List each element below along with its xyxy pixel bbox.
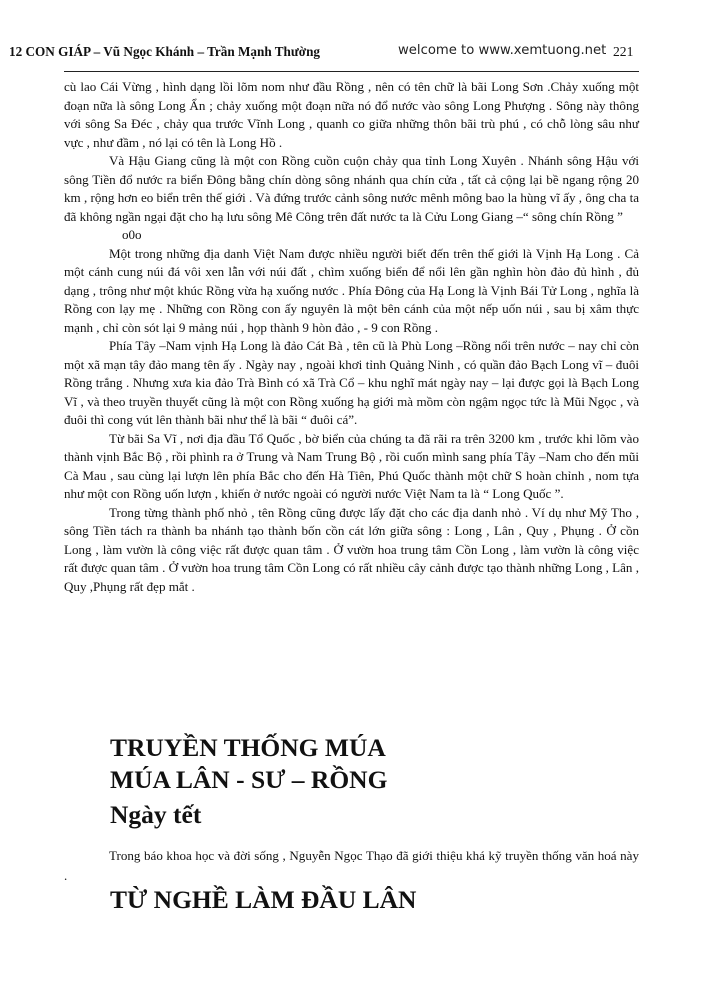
paragraph: cù lao Cái Vừng , hình dạng lồi lõm nom như đầu Rồng , nên có tên chữ là bãi Long Sơn .Chảy xuống một đoạn nữa là sông Long Ẩn ; chảy xuống một đoạn nữa nó đổ nước vào sông Long Phượng . Sông này thông với sông Sa Đéc , chảy qua trước Vĩnh Long , quanh co giữa những thôn bãi trù phú , có chỗ lòng sâu như vực , như đầm , nó lại có tên là Long Hồ . [64,79,639,150]
paragraph: Một trong những địa danh Việt Nam được nhiều người biết đến trên thế giới là Vịnh Hạ Long . Cả một cánh cung núi đá vôi xen lẫn với núi đất , chìm xuống biển để nổi lên gần nghìn hòn đảo đủ hình , đủ dạng , trông như một khúc Rồng vừa hạ xuống nước . Phía Đông của Hạ Long là Vịnh Bái Tử Long , nghĩa là Rồng con lạy mẹ . Những con Rồng con ấy nguyên là một bên cánh của một nếp uốn núi , sau bị xâm thực mạnh , chỉ còn sót lại 9 mảng núi , họp thành 9 hòn đảo , - 9 con Rồng . [64,245,639,335]
paragraph: Và Hậu Giang cũng là một con Rồng cuồn cuộn chảy qua tỉnh Long Xuyên . Nhánh sông Hậu với sông Tiền đổ nước ra biển Đông bằng chín dòng sông nhánh qua chín cửa , tất cả cộng lại bề ngang rộng 20 km , rộng hơn eo biển trên thế giới . Và đứng trước cảnh sông nước mênh mông bao la hùng vĩ ấy , ông cha ta đã không ngần ngại đặt cho hạ lưu sông Mê Công trên đất nước ta là Cửu Long Giang –“ sông chín Rồng ” [64,153,639,224]
intro-paragraph-block [64,846,639,886]
paragraph: Từ bãi Sa Vĩ , nơi địa đầu Tổ Quốc , bờ biển của chúng ta đã rãi ra trên 3200 km , trước khi lõm vào thành vịnh Bắc Bộ , rồi phình ra ở Trung và Nam Trung Bộ , rồi cuốn mình sang phía Tây –Nam cho đến mũi Cà Mau , sau cùng lại lượn lên phía Bắc cho đến Hà Tiên, Phú Quốc thành một chữ S hoàn chỉnh , nom tựa như một con Rồng uốn lượn , khiến ở nước ngoài có người nước Việt Nam ta là “ Long Quốc ”. [64,430,639,501]
subheading: TỪ NGHỀ LÀM ĐẦU LÂN [110,885,417,914]
section-separator: o0o [122,227,142,242]
header-rule [64,71,639,72]
intro-paragraph: Trong báo khoa học và đời sống , Nguyễn Ngọc Thạo đã giới thiệu khá kỹ truyền thống văn hoá này . [64,848,639,883]
section-heading-line-1: TRUYỀN THỐNG MÚA [110,733,386,762]
page-header [0,44,702,64]
paragraph: Trong từng thành phố nhỏ , tên Rồng cũng được lấy đặt cho các địa danh nhỏ . Ví dụ như Mỹ Tho , sông Tiền tách ra thành ba nhánh tạo thành bốn cồn cát lớn giữa sông : Long , Lân , Quy , Phụng . Ở cồn Long , làm vườn là công việc rất được quan tâm . Ở vườn hoa trung tâm Cồn Long , làm vườn là công việc rất được quan tâm . Ở vườn hoa trung tâm Cồn Long có rất nhiều cây cảnh được tạo thành những Long , Lân , Quy ,Phụng rất đẹp mắt . [64,504,639,594]
page-number: 221 [613,44,634,59]
section-heading-line-2: MÚA LÂN - SƯ – RỒNG [110,765,388,794]
website-watermark: welcome to www.xemtuong.net [398,43,607,58]
section-heading-line-3: Ngày tết [110,800,202,829]
body-text [64,78,639,596]
paragraph: Phía Tây –Nam vịnh Hạ Long là đảo Cát Bà , tên cũ là Phù Long –Rồng nổi trên nước – nay chỉ còn một xã mạn tây đảo mang tên ấy . Ngày nay , ngoài khơi tỉnh Quảng Ninh , có quần đảo Bạch Long vĩ – đuôi Rồng trắng . Nhưng xưa kia đảo Trà Bình có xã Trà Cổ – khu nghĩ mát ngày nay – lại được gọi là Bạch Long Vĩ , và theo truyền thuyết cũng là một con Rồng xuống hạ giới mà mồm còn ngậm ngọc tức là Mũi Ngọc , và đuôi thì cong vút lên thành bãi như thể là bãi “ đuôi cá”. [64,338,639,427]
book-title: 12 CON GIÁP – Vũ Ngọc Khánh – Trần Mạnh Thường [9,44,321,59]
